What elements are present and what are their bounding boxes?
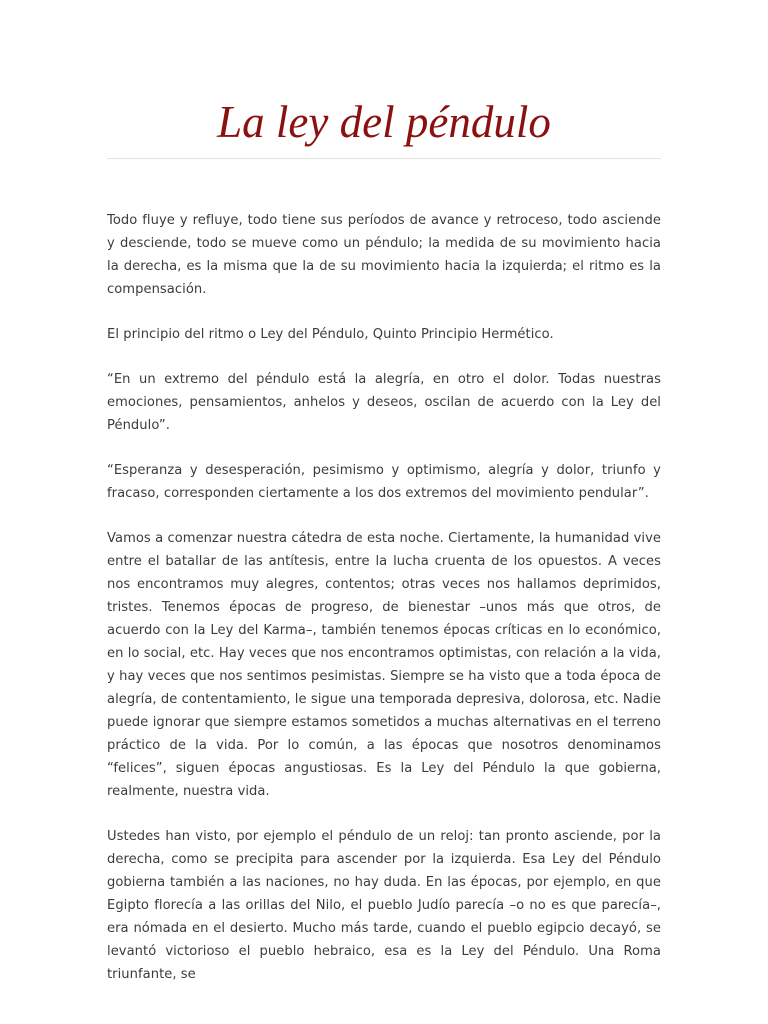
document-body — [107, 209, 661, 986]
paragraph-5: Vamos a comenzar nuestra cátedra de esta noche. Ciertamente, la humanidad vive entre el batallar de las antítesis, entre la lucha cruenta de los opuestos. A veces nos encontramos muy alegres, contentos; otras veces nos hallamos deprimidos, tristes. Tenemos épocas de progreso, de bienestar –unos más que otros, de acuerdo con la Ley del Karma–, también tenemos épocas críticas en lo económico, en lo social, etc. Hay veces que nos encontramos optimistas, con relación a la vida, y hay veces que nos sentimos pesimistas. Siempre se ha visto que a toda época de alegría, de contentamiento, le sigue una temporada depresiva, dolorosa, etc. Nadie puede ignorar que siempre estamos sometidos a muchas alternativas en el terreno práctico de la vida. Por lo común, a las épocas que nosotros denominamos “felices”, siguen épocas angustiosas. Es la Ley del Péndulo la que gobierna, realmente, nuestra vida. — [107, 531, 661, 799]
paragraph-2: El principio del ritmo o Ley del Péndulo, Quinto Principio Hermético. — [107, 327, 554, 342]
paragraph-4: “Esperanza y desesperación, pesimismo y optimismo, alegría y dolor, triunfo y fracaso, corresponden ciertamente a los dos extremos del movimiento pendular”. — [107, 463, 661, 501]
paragraph-1: Todo fluye y refluye, todo tiene sus períodos de avance y retroceso, todo asciende y desciende, todo se mueve como un péndulo; la medida de su movimiento hacia la derecha, es la misma que la de su movimiento hacia la izquierda; el ritmo es la compensación. — [107, 213, 661, 297]
paragraph-6: Ustedes han visto, por ejemplo el péndulo de un reloj: tan pronto asciende, por la derecha, como se precipita para ascender por la izquierda. Esa Ley del Péndulo gobierna también a las naciones, no hay duda. En las épocas, por ejemplo, en que Egipto florecía a las orillas del Nilo, el pueblo Judío parecía –o no es que parecía–, era nómada en el desierto. Mucho más tarde, cuando el pueblo egipcio decayó, se levantó victorioso el pueblo hebraico, esa es la Ley del Péndulo. Una Roma triunfante, se — [107, 829, 661, 982]
page-title: La ley del péndulo — [217, 97, 551, 147]
paragraph-3: “En un extremo del péndulo está la alegría, en otro el dolor. Todas nuestras emociones, pensamientos, anhelos y deseos, oscilan de acuerdo con la Ley del Péndulo”. — [107, 372, 661, 433]
title-divider — [107, 158, 661, 159]
document-page — [107, 0, 661, 1008]
